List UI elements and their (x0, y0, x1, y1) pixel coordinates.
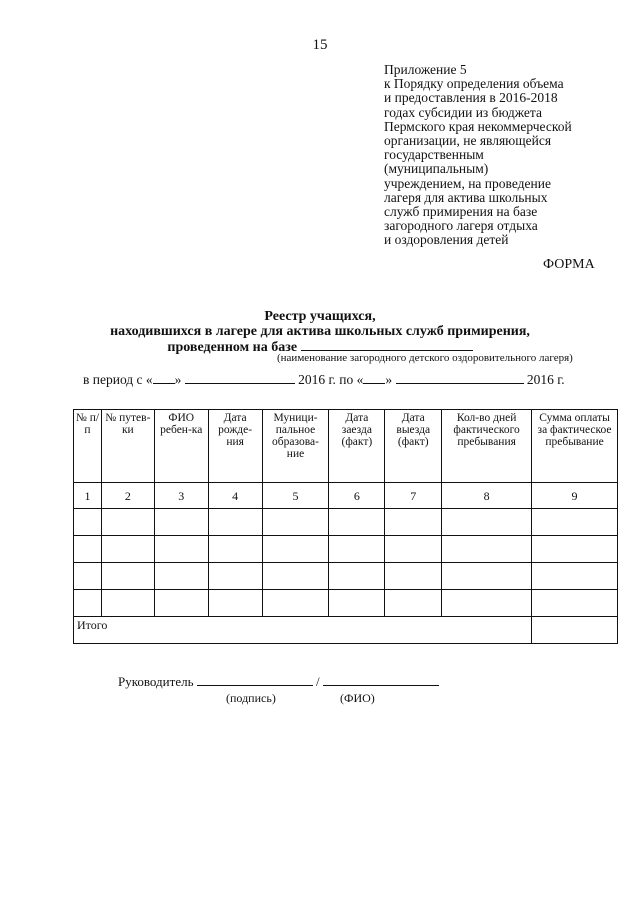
column-number: 1 (74, 483, 102, 509)
title-line-2: находившихся в лагере для актива школьных служб примирения, (110, 324, 530, 339)
table-cell[interactable] (154, 590, 208, 617)
table-cell[interactable] (208, 563, 262, 590)
total-label: Итого (74, 617, 532, 644)
table-cell[interactable] (262, 536, 329, 563)
page-number: 15 (312, 37, 328, 53)
column-number: 8 (442, 483, 532, 509)
table-cell[interactable] (329, 536, 385, 563)
table-cell[interactable] (532, 509, 618, 536)
table-cell[interactable] (442, 563, 532, 590)
table-cell[interactable] (262, 590, 329, 617)
table-cell[interactable] (329, 590, 385, 617)
period-line (83, 371, 565, 388)
table-cell[interactable] (442, 536, 532, 563)
appendix-line: организации, не являющейся (384, 133, 552, 149)
table-header-row (74, 410, 618, 483)
table-cell[interactable] (101, 590, 154, 617)
title-line-1: Реестр учащихся, (264, 309, 376, 324)
start-day-blank[interactable] (153, 371, 175, 384)
table-cell[interactable] (262, 509, 329, 536)
table-cell[interactable] (74, 590, 102, 617)
signature-separator: / (316, 674, 320, 689)
appendix-line: загородного лагеря отдыха (384, 218, 538, 234)
table-cell[interactable] (385, 509, 442, 536)
appendix-line: Пермского края некоммерческой (384, 118, 572, 134)
appendix-line: (муниципальным) (384, 161, 489, 177)
table-cell[interactable] (329, 563, 385, 590)
table-cell[interactable] (154, 509, 208, 536)
appendix-line: Приложение 5 (384, 62, 467, 77)
period-year-from: 2016 г. по « (298, 372, 364, 387)
header-cell: № путев-ки (101, 410, 154, 483)
table-row (74, 509, 618, 536)
total-row (74, 617, 618, 644)
camp-name-blank[interactable] (301, 339, 473, 351)
name-blank[interactable] (323, 674, 439, 686)
form-label: ФОРМА (543, 257, 595, 272)
table-cell[interactable] (385, 563, 442, 590)
document-title (0, 309, 640, 355)
table-cell[interactable] (208, 590, 262, 617)
table-cell[interactable] (442, 590, 532, 617)
table-cell[interactable] (208, 509, 262, 536)
table-cell[interactable] (101, 563, 154, 590)
table-cell[interactable] (74, 509, 102, 536)
title-line-3-text: проведенном на базе (167, 340, 298, 355)
start-month-blank[interactable] (185, 371, 295, 384)
header-cell: Муници-пальное образова-ние (262, 410, 329, 483)
table-cell[interactable] (262, 563, 329, 590)
table-row (74, 563, 618, 590)
header-cell: Дата выезда (факт) (385, 410, 442, 483)
appendix-block (384, 63, 624, 248)
camp-name-note: (наименование загородного детского оздоровительного лагеря) (277, 352, 573, 364)
column-number: 2 (101, 483, 154, 509)
period-quote-2: » (385, 372, 393, 387)
signature-line (118, 674, 439, 690)
end-month-blank[interactable] (396, 371, 524, 384)
name-caption: (ФИО) (340, 691, 375, 705)
header-cell: Дата рожде-ния (208, 410, 262, 483)
appendix-line: к Порядку определения объема (384, 76, 564, 92)
appendix-line: и предоставления в 2016-2018 (384, 90, 558, 106)
appendix-line: годах субсидии из бюджета (384, 104, 542, 120)
total-sum-cell[interactable] (532, 617, 618, 644)
table-cell[interactable] (532, 590, 618, 617)
table-cell[interactable] (101, 509, 154, 536)
table-cell[interactable] (154, 536, 208, 563)
appendix-line: государственным (384, 147, 484, 163)
appendix-line: служб примирения на базе (384, 204, 538, 220)
column-number: 4 (208, 483, 262, 509)
column-number: 9 (532, 483, 618, 509)
column-number-row (74, 483, 618, 509)
table-cell[interactable] (154, 563, 208, 590)
table-row (74, 536, 618, 563)
table-cell[interactable] (385, 590, 442, 617)
table-cell[interactable] (101, 536, 154, 563)
appendix-line: лагеря для актива школьных (384, 189, 548, 205)
table-cell[interactable] (532, 563, 618, 590)
column-number: 5 (262, 483, 329, 509)
table-cell[interactable] (329, 509, 385, 536)
column-number: 6 (329, 483, 385, 509)
appendix-line: и оздоровления детей (384, 232, 509, 248)
header-cell: Сумма оплаты за фактическое пребывание (532, 410, 618, 483)
period-year-to: 2016 г. (526, 372, 565, 387)
table-cell[interactable] (442, 509, 532, 536)
column-number: 3 (154, 483, 208, 509)
table-cell[interactable] (208, 536, 262, 563)
column-number: 7 (385, 483, 442, 509)
signature-caption: (подпись) (226, 691, 276, 705)
registry-table (73, 409, 618, 644)
header-cell: Дата заезда (факт) (329, 410, 385, 483)
period-quote-1: » (174, 372, 182, 387)
table-cell[interactable] (74, 563, 102, 590)
end-day-blank[interactable] (363, 371, 385, 384)
header-cell: ФИО ребен-ка (154, 410, 208, 483)
signature-label: Руководитель (118, 674, 194, 689)
table-cell[interactable] (532, 536, 618, 563)
table-cell[interactable] (74, 536, 102, 563)
table-row (74, 590, 618, 617)
signature-blank[interactable] (197, 674, 313, 686)
header-cell: № п/п (74, 410, 102, 483)
header-cell: Кол-во дней фактического пребывания (442, 410, 532, 483)
period-prefix: в период с « (83, 372, 153, 387)
appendix-line: учреждением, на проведение (384, 175, 551, 191)
table-cell[interactable] (385, 536, 442, 563)
